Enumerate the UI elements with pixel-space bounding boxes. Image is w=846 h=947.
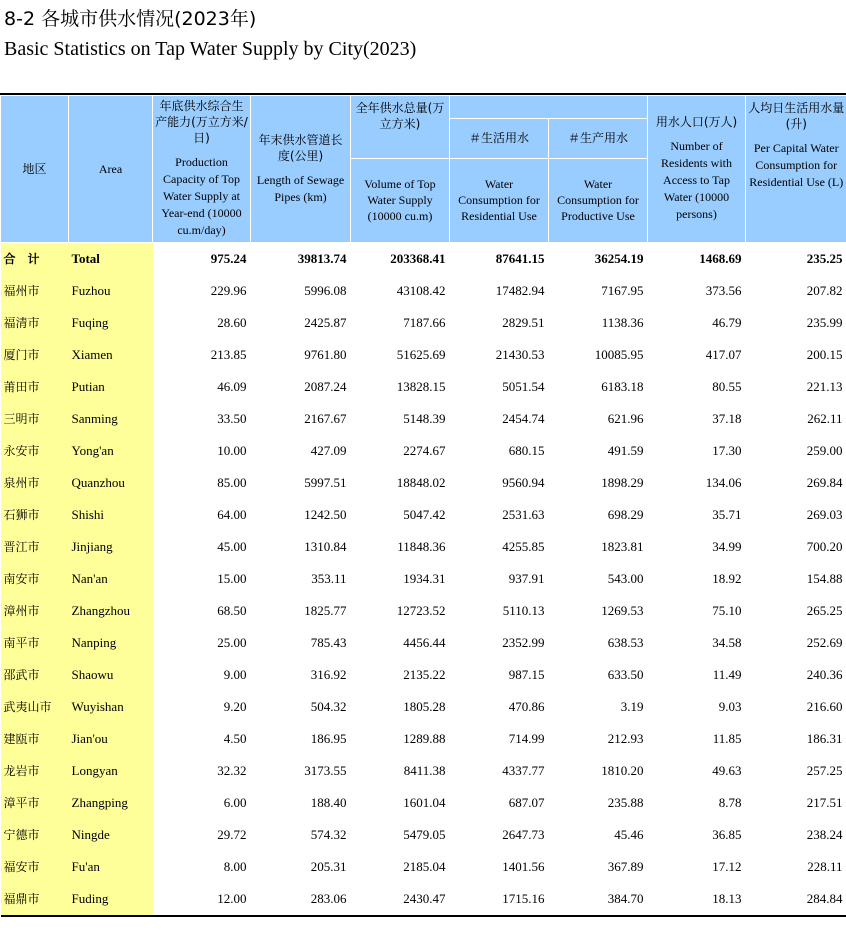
residential-cell: 5051.54	[502, 378, 545, 394]
city-name-en: Zhangping	[69, 787, 153, 819]
residential-cell: 1715.16	[450, 883, 549, 916]
city-name-zh: 石狮市	[1, 499, 69, 531]
city-name-en: Longyan	[69, 755, 153, 787]
capacity-cell: 68.50	[217, 602, 247, 618]
volume-cell: 203368.41	[390, 250, 446, 266]
pipes-cell: 283.06	[251, 883, 351, 916]
pipes-cell: 316.92	[310, 666, 347, 682]
residential-cell: 687.07	[508, 794, 545, 810]
capacity-cell: 9.00	[223, 666, 247, 682]
capacity-cell: 15.00	[217, 570, 247, 586]
table-row	[1, 467, 846, 499]
city-name-zh: 泉州市	[1, 467, 69, 499]
volume-cell: 12723.52	[396, 602, 446, 618]
volume-cell: 4456.44	[403, 634, 446, 650]
population-cell: 1468.69	[699, 250, 742, 266]
capacity-cell: 85.00	[217, 474, 247, 490]
pipes-cell: 5997.51	[304, 474, 347, 490]
header-area-en: Area	[69, 96, 153, 242]
percapita-cell: 238.24	[806, 826, 843, 842]
percapita-cell: 216.60	[806, 698, 843, 714]
table-row	[1, 435, 846, 467]
table-row	[1, 563, 846, 595]
percapita-cell: 269.03	[806, 506, 843, 522]
table-row	[1, 403, 846, 435]
productive-cell: 367.89	[607, 858, 644, 874]
percapita-cell: 259.00	[806, 442, 843, 458]
header-percapita	[746, 96, 846, 242]
percapita-cell: 269.84	[806, 474, 843, 490]
header-population	[648, 96, 746, 242]
productive-cell: 384.70	[549, 883, 648, 916]
pipes-cell: 39813.74	[297, 250, 347, 266]
city-name-en: Nan'an	[69, 563, 153, 595]
city-name-en: Xiamen	[69, 339, 153, 371]
city-name-zh: 福清市	[1, 307, 69, 339]
percapita-cell: 154.88	[806, 570, 843, 586]
population-cell: 34.58	[712, 634, 742, 650]
city-name-en: Jinjiang	[69, 531, 153, 563]
table-row	[1, 819, 846, 851]
header-capacity-zh: 年底供水综合生产能力(万立方米/日)	[155, 99, 248, 146]
productive-cell: 6183.18	[601, 378, 644, 394]
top-rule	[0, 93, 846, 95]
residential-cell: 2531.63	[502, 506, 545, 522]
percapita-cell: 284.84	[746, 883, 846, 916]
population-cell: 75.10	[712, 602, 742, 618]
pipes-cell: 205.31	[310, 858, 347, 874]
volume-cell: 5148.39	[403, 410, 446, 426]
city-name-en: Wuyishan	[69, 691, 153, 723]
table-row	[1, 851, 846, 883]
city-name-en: Fuding	[69, 883, 153, 916]
header-region-zh: 地区	[1, 96, 69, 242]
table-row	[1, 595, 846, 627]
pipes-cell: 1310.84	[304, 538, 347, 554]
percapita-cell: 207.82	[806, 282, 843, 298]
productive-cell: 633.50	[607, 666, 644, 682]
population-cell: 134.06	[705, 474, 742, 490]
residential-cell: 9560.94	[502, 474, 545, 490]
header-pipes	[251, 96, 351, 242]
table-row	[1, 275, 846, 307]
pipes-cell: 1242.50	[304, 506, 347, 522]
capacity-cell: 6.00	[223, 794, 247, 810]
capacity-cell: 213.85	[210, 346, 247, 362]
volume-cell: 18848.02	[396, 474, 446, 490]
residential-cell: 21430.53	[495, 346, 545, 362]
productive-cell: 1823.81	[601, 538, 644, 554]
volume-cell: 2274.67	[403, 442, 446, 458]
population-cell: 36.85	[712, 826, 742, 842]
city-name-zh: 福州市	[1, 275, 69, 307]
percapita-cell: 257.25	[806, 762, 843, 778]
population-cell: 9.03	[718, 698, 742, 714]
header-pipes-en: Length of Sewage Pipes (km)	[256, 172, 345, 204]
capacity-cell: 33.50	[217, 410, 247, 426]
table-row	[1, 499, 846, 531]
productive-cell: 543.00	[607, 570, 644, 586]
table-title-english: Basic Statistics on Tap Water Supply by City(2023)	[4, 38, 417, 60]
volume-cell: 8411.38	[403, 762, 446, 778]
volume-cell: 2185.04	[403, 858, 446, 874]
city-name-en: Ningde	[69, 819, 153, 851]
productive-cell: 212.93	[607, 730, 644, 746]
volume-cell: 43108.42	[396, 282, 446, 298]
pipes-cell: 2167.67	[304, 410, 347, 426]
header-capacity	[153, 96, 251, 242]
population-cell: 373.56	[705, 282, 742, 298]
city-name-en: Total	[69, 242, 153, 275]
header-residential-zh: ＃生活用水	[450, 118, 549, 158]
capacity-cell: 4.50	[223, 730, 247, 746]
population-cell: 8.78	[718, 794, 742, 810]
residential-cell: 17482.94	[495, 282, 545, 298]
city-name-zh: 宁德市	[1, 819, 69, 851]
capacity-cell: 32.32	[217, 762, 247, 778]
water-supply-table	[0, 96, 846, 917]
table-row	[1, 531, 846, 563]
population-cell: 11.85	[712, 730, 742, 746]
table-row	[1, 659, 846, 691]
residential-cell: 2647.73	[502, 826, 545, 842]
productive-cell: 698.29	[607, 506, 644, 522]
volume-cell: 2135.22	[403, 666, 446, 682]
capacity-cell: 975.24	[210, 250, 247, 266]
city-name-en: Jian'ou	[69, 723, 153, 755]
percapita-cell: 700.20	[806, 538, 843, 554]
header-volume-zh-text: 全年供水总量(万立方米)	[355, 101, 445, 131]
volume-cell: 11848.36	[397, 538, 446, 554]
capacity-cell: 12.00	[153, 883, 251, 916]
volume-cell: 13828.15	[396, 378, 446, 394]
pipes-cell: 3173.55	[304, 762, 347, 778]
residential-cell: 1401.56	[502, 858, 545, 874]
header-productive-en: Water Consumption for Productive Use	[549, 158, 648, 242]
city-name-zh: 福鼎市	[1, 883, 69, 916]
population-cell: 18.92	[712, 570, 742, 586]
header-population-zh: 用水人口(万人)	[655, 115, 738, 130]
header-percapita-zh: 人均日生活用水量(升)	[748, 101, 845, 131]
volume-cell: 2430.47	[351, 883, 450, 916]
city-name-en: Putian	[69, 371, 153, 403]
capacity-cell: 29.72	[217, 826, 247, 842]
city-name-en: Shaowu	[69, 659, 153, 691]
city-name-zh: 合 计	[1, 242, 69, 275]
header-volume-zh	[351, 96, 450, 158]
residential-cell: 87641.15	[495, 250, 545, 266]
city-name-zh: 福安市	[1, 851, 69, 883]
city-name-zh: 厦门市	[1, 339, 69, 371]
city-name-en: Nanping	[69, 627, 153, 659]
productive-cell: 36254.19	[594, 250, 644, 266]
city-name-en: Quanzhou	[69, 467, 153, 499]
residential-cell: 680.15	[508, 442, 545, 458]
volume-cell: 1601.04	[403, 794, 446, 810]
population-cell: 35.71	[712, 506, 742, 522]
percapita-cell: 228.11	[807, 858, 843, 874]
pipes-cell: 1825.77	[304, 602, 347, 618]
city-name-zh: 漳平市	[1, 787, 69, 819]
percapita-cell: 262.11	[807, 410, 843, 426]
residential-cell: 4255.85	[502, 538, 545, 554]
residential-cell: 4337.77	[502, 762, 545, 778]
table-row	[1, 307, 846, 339]
population-cell: 11.49	[712, 666, 742, 682]
population-cell: 34.99	[712, 538, 742, 554]
city-name-en: Sanming	[69, 403, 153, 435]
table-row	[1, 755, 846, 787]
header-residential-en: Water Consumption for Residential Use	[450, 158, 549, 242]
pipes-cell: 504.32	[310, 698, 347, 714]
residential-cell: 5110.13	[502, 602, 545, 618]
volume-cell: 5479.05	[403, 826, 446, 842]
header-percapita-en: Per Capital Water Consumption for Residential Use (L)	[749, 141, 844, 189]
city-name-zh: 武夷山市	[1, 691, 69, 723]
city-name-zh: 三明市	[1, 403, 69, 435]
residential-cell: 987.15	[508, 666, 545, 682]
volume-cell: 51625.69	[396, 346, 446, 362]
volume-cell: 5047.42	[403, 506, 446, 522]
pipes-cell: 785.43	[310, 634, 347, 650]
city-name-en: Fuqing	[69, 307, 153, 339]
residential-cell: 2829.51	[502, 314, 545, 330]
city-name-en: Fu'an	[69, 851, 153, 883]
population-cell: 17.12	[712, 858, 742, 874]
city-name-en: Yong'an	[69, 435, 153, 467]
pipes-cell: 2425.87	[304, 314, 347, 330]
table-row	[1, 627, 846, 659]
table-body	[1, 242, 846, 916]
capacity-cell: 46.09	[217, 378, 247, 394]
city-name-en: Fuzhou	[69, 275, 153, 307]
productive-cell: 1269.53	[601, 602, 644, 618]
productive-cell: 3.19	[620, 698, 644, 714]
capacity-cell: 28.60	[217, 314, 247, 330]
volume-cell: 7187.66	[403, 314, 446, 330]
table-row	[1, 371, 846, 403]
pipes-cell: 427.09	[310, 442, 347, 458]
productive-cell: 45.46	[614, 826, 644, 842]
capacity-cell: 25.00	[217, 634, 247, 650]
pipes-cell: 2087.24	[304, 378, 347, 394]
city-name-zh: 南平市	[1, 627, 69, 659]
residential-cell: 714.99	[508, 730, 545, 746]
table-row	[1, 723, 846, 755]
population-cell: 49.63	[712, 762, 742, 778]
percapita-cell: 240.36	[806, 666, 843, 682]
residential-cell: 2352.99	[502, 634, 545, 650]
productive-cell: 7167.95	[601, 282, 644, 298]
city-name-en: Shishi	[69, 499, 153, 531]
percapita-cell: 221.13	[806, 378, 843, 394]
header-productive-zh: ＃生产用水	[549, 118, 648, 158]
city-name-zh: 建瓯市	[1, 723, 69, 755]
table-row	[1, 883, 846, 916]
table-row	[1, 339, 846, 371]
productive-cell: 1138.36	[601, 314, 644, 330]
capacity-cell: 229.96	[210, 282, 247, 298]
pipes-cell: 574.32	[310, 826, 347, 842]
productive-cell: 491.59	[607, 442, 644, 458]
volume-cell: 1934.31	[403, 570, 446, 586]
volume-cell: 1289.88	[403, 730, 446, 746]
header-pipes-zh: 年末供水管道长度(公里)	[258, 132, 343, 163]
city-name-zh: 邵武市	[1, 659, 69, 691]
productive-cell: 1898.29	[601, 474, 644, 490]
capacity-cell: 9.20	[223, 698, 247, 714]
productive-cell: 235.88	[607, 794, 644, 810]
city-name-zh: 晋江市	[1, 531, 69, 563]
capacity-cell: 10.00	[217, 442, 247, 458]
header-population-en: Number of Residents with Access to Tap Water (10000 persons)	[661, 139, 732, 222]
pipes-cell: 186.95	[310, 730, 347, 746]
pipes-cell: 188.40	[310, 794, 347, 810]
population-cell: 80.55	[712, 378, 742, 394]
table-row	[1, 691, 846, 723]
city-name-zh: 南安市	[1, 563, 69, 595]
productive-cell: 621.96	[607, 410, 644, 426]
residential-cell: 937.91	[508, 570, 545, 586]
residential-cell: 2454.74	[502, 410, 545, 426]
city-name-zh: 漳州市	[1, 595, 69, 627]
city-name-zh: 永安市	[1, 435, 69, 467]
population-cell: 37.18	[712, 410, 742, 426]
percapita-cell: 217.51	[806, 794, 843, 810]
volume-cell: 1805.28	[403, 698, 446, 714]
capacity-cell: 64.00	[217, 506, 247, 522]
table-title-chinese: 8-2 各城市供水情况(2023年)	[4, 8, 257, 30]
total-row	[1, 242, 846, 275]
productive-cell: 1810.20	[601, 762, 644, 778]
population-cell: 17.30	[712, 442, 742, 458]
capacity-cell: 8.00	[223, 858, 247, 874]
percapita-cell: 252.69	[806, 634, 843, 650]
percapita-cell: 200.15	[806, 346, 843, 362]
productive-cell: 10085.95	[594, 346, 644, 362]
header-capacity-en: Production Capacity of Top Water Supply at Year-end (10000 cu.m/day)	[161, 155, 242, 238]
city-name-zh: 莆田市	[1, 371, 69, 403]
percapita-cell: 235.99	[806, 314, 843, 330]
percapita-cell: 235.25	[806, 250, 843, 266]
productive-cell: 638.53	[607, 634, 644, 650]
pipes-cell: 9761.80	[304, 346, 347, 362]
residential-cell: 470.86	[508, 698, 545, 714]
header-volume-en: Volume of Top Water Supply (10000 cu.m)	[351, 158, 450, 242]
percapita-cell: 186.31	[806, 730, 843, 746]
pipes-cell: 353.11	[311, 570, 347, 586]
header-volume-spacer	[450, 96, 648, 118]
population-cell: 417.07	[705, 346, 742, 362]
pipes-cell: 5996.08	[304, 282, 347, 298]
city-name-en: Zhangzhou	[69, 595, 153, 627]
city-name-zh: 龙岩市	[1, 755, 69, 787]
population-cell: 18.13	[648, 883, 746, 916]
capacity-cell: 45.00	[217, 538, 247, 554]
percapita-cell: 265.25	[806, 602, 843, 618]
population-cell: 46.79	[712, 314, 742, 330]
table-row	[1, 787, 846, 819]
